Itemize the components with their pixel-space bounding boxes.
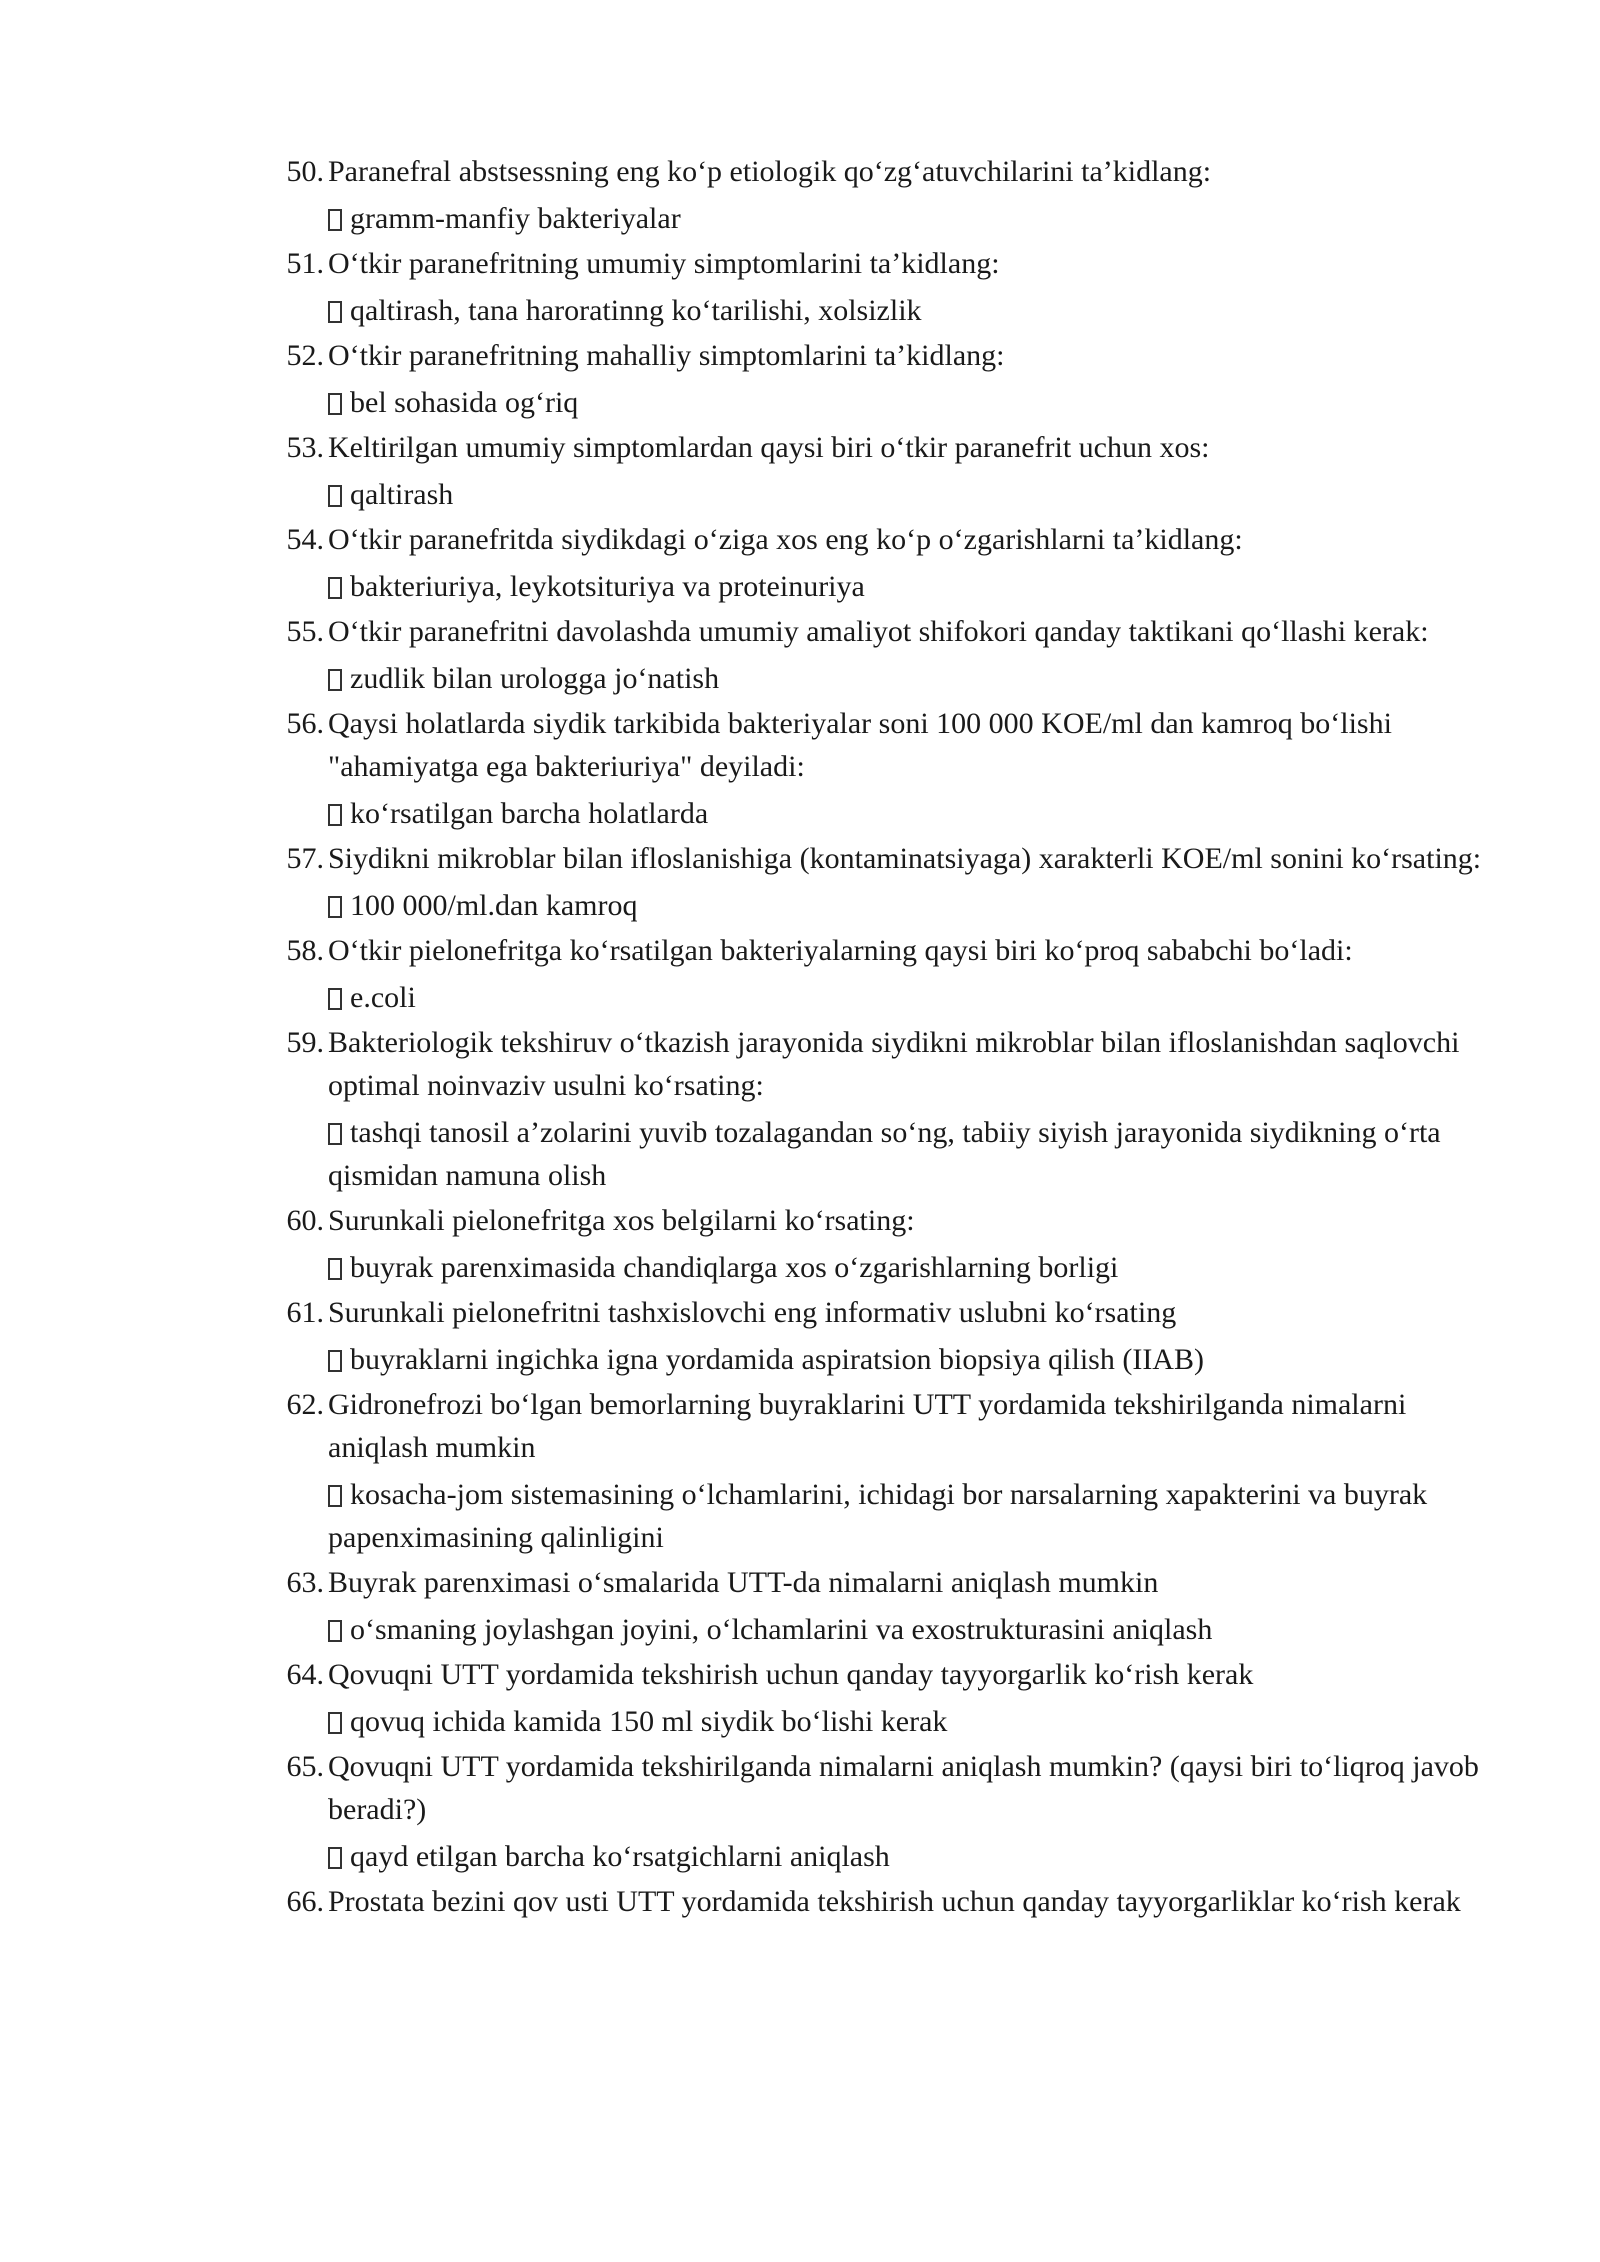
missing-glyph-box-icon (328, 209, 342, 231)
missing-glyph-box-icon (328, 669, 342, 691)
answer-line (328, 884, 1504, 927)
answer-line (328, 473, 1504, 516)
question-text: Keltirilgan umumiy simptomlardan qaysi biri o‘tkir paranefrit uchun xos: (328, 431, 1210, 464)
missing-glyph-box-icon (328, 896, 342, 918)
missing-glyph-box-icon (328, 393, 342, 415)
question-text: Surunkali pielonefritga xos belgilarni ko‘rsating: (328, 1204, 915, 1237)
answer-text: e.coli (350, 981, 416, 1014)
question-text: O‘tkir paranefritni davolashda umumiy amaliyot shifokori qanday taktikani qo‘llashi kerak: (328, 615, 1429, 648)
missing-glyph-box-icon (328, 301, 342, 323)
question-item (274, 1199, 1504, 1289)
question-text: O‘tkir paranefritning mahalliy simptomlarini ta’kidlang: (328, 339, 1005, 372)
missing-glyph-box-icon (328, 988, 342, 1010)
answer-line (328, 657, 1504, 700)
question-number: 66. (286, 1885, 324, 1918)
question-text: O‘tkir paranefritning umumiy simptomlarini ta’kidlang: (328, 247, 1000, 280)
question-text: Buyrak parenximasi o‘smalarida UTT-da nimalarni aniqlash mumkin (328, 1566, 1159, 1599)
answer-line (328, 197, 1504, 240)
answer-text: gramm-manfiy bakteriyalar (350, 202, 681, 235)
question-number: 57. (286, 842, 324, 875)
missing-glyph-box-icon (328, 804, 342, 826)
question-number: 60. (286, 1204, 324, 1237)
question-item (274, 1880, 1504, 1923)
answer-line (328, 565, 1504, 608)
answer-text: ko‘rsatilgan barcha holatlarda (350, 797, 709, 830)
question-text: Paranefral abstsessning eng ko‘p etiologik qo‘zg‘atuvchilarini ta’kidlang: (328, 155, 1212, 188)
question-item (274, 1021, 1504, 1197)
question-number: 63. (286, 1566, 324, 1599)
question-text: Qovuqni UTT yordamida tekshirish uchun qanday tayyorgarlik ko‘rish kerak (328, 1658, 1254, 1691)
question-item (274, 150, 1504, 240)
answer-line (328, 976, 1504, 1019)
question-list (274, 150, 1504, 1923)
answer-text: tashqi tanosil a’zolarini yuvib tozalagandan so‘ng, tabiiy siyish jarayonida siydikning o‘rta qismidan namuna olish (328, 1116, 1441, 1192)
question-item (274, 702, 1504, 835)
missing-glyph-box-icon (328, 577, 342, 599)
missing-glyph-box-icon (328, 485, 342, 507)
answer-text: qaltirash, tana haroratinng ko‘tarilishi, xolsizlik (350, 294, 922, 327)
question-number: 59. (286, 1026, 324, 1059)
missing-glyph-box-icon (328, 1350, 342, 1372)
question-item (274, 334, 1504, 424)
question-number: 55. (286, 615, 324, 648)
answer-text: buyrak parenximasida chandiqlarga xos o‘zgarishlarning borligi (350, 1251, 1119, 1284)
question-number: 51. (286, 247, 324, 280)
question-text: O‘tkir paranefritda siydikdagi o‘ziga xos eng ko‘p o‘zgarishlarni ta’kidlang: (328, 523, 1243, 556)
question-number: 61. (286, 1296, 324, 1329)
answer-text: 100 000/ml.dan kamroq (350, 889, 638, 922)
question-item (274, 1653, 1504, 1743)
question-text: Siydikni mikroblar bilan ifloslanishiga (kontaminatsiyaga) xarakterli KOE/ml sonini ko‘rsating: (328, 842, 1482, 875)
missing-glyph-box-icon (328, 1123, 342, 1145)
question-number: 64. (286, 1658, 324, 1691)
answer-line (328, 289, 1504, 332)
question-item (274, 518, 1504, 608)
answer-text: qovuq ichida kamida 150 ml siydik bo‘lishi kerak (350, 1705, 948, 1738)
question-item (274, 610, 1504, 700)
question-text: Gidronefrozi bo‘lgan bemorlarning buyraklarini UTT yordamida tekshirilganda nimalarni aniqlash mumkin (328, 1388, 1407, 1464)
missing-glyph-box-icon (328, 1258, 342, 1280)
question-text: Qaysi holatlarda siydik tarkibida bakteriyalar soni 100 000 KOE/ml dan kamroq bo‘lishi "ahamiyatga ega bakteriuriya" deyiladi: (328, 707, 1392, 783)
question-number: 62. (286, 1388, 324, 1421)
question-text: Surunkali pielonefritni tashxislovchi eng informativ uslubni ko‘rsating (328, 1296, 1177, 1329)
missing-glyph-box-icon (328, 1712, 342, 1734)
question-number: 52. (286, 339, 324, 372)
missing-glyph-box-icon (328, 1620, 342, 1642)
question-text: Qovuqni UTT yordamida tekshirilganda nimalarni aniqlash mumkin? (qaysi biri to‘liqroq javob beradi?) (328, 1750, 1479, 1826)
answer-line (328, 1338, 1504, 1381)
question-number: 58. (286, 934, 324, 967)
question-item (274, 837, 1504, 927)
answer-text: o‘smaning joylashgan joyini, o‘lchamlarini va exostrukturasini aniqlash (350, 1613, 1213, 1646)
answer-line (328, 1111, 1504, 1197)
question-text: O‘tkir pielonefritga ko‘rsatilgan bakteriyalarning qaysi biri ko‘proq sababchi bo‘ladi: (328, 934, 1353, 967)
question-item (274, 1291, 1504, 1381)
question-item (274, 242, 1504, 332)
question-item (274, 426, 1504, 516)
answer-text: bakteriuriya, leykotsituriya va proteinuriya (350, 570, 865, 603)
answer-line (328, 1473, 1504, 1559)
question-number: 65. (286, 1750, 324, 1783)
question-item (274, 929, 1504, 1019)
question-item (274, 1383, 1504, 1559)
question-item (274, 1561, 1504, 1651)
missing-glyph-box-icon (328, 1485, 342, 1507)
question-item (274, 1745, 1504, 1878)
answer-line (328, 1700, 1504, 1743)
question-number: 54. (286, 523, 324, 556)
question-text: Prostata bezini qov usti UTT yordamida tekshirish uchun qanday tayyorgarliklar ko‘rish kerak (328, 1885, 1461, 1918)
question-number: 50. (286, 155, 324, 188)
answer-text: bel sohasida og‘riq (350, 386, 579, 419)
question-number: 56. (286, 707, 324, 740)
question-number: 53. (286, 431, 324, 464)
answer-line (328, 1246, 1504, 1289)
answer-line (328, 1835, 1504, 1878)
question-text: Bakteriologik tekshiruv o‘tkazish jarayonida siydikni mikroblar bilan ifloslanishdan saqlovchi optimal noinvaziv usulni ko‘rsating: (328, 1026, 1460, 1102)
answer-line (328, 1608, 1504, 1651)
answer-text: qayd etilgan barcha ko‘rsatgichlarni aniqlash (350, 1840, 890, 1873)
answer-text: buyraklarni ingichka igna yordamida aspiratsion biopsiya qilish (IIAB) (350, 1343, 1204, 1376)
answer-text: zudlik bilan urologga jo‘natish (350, 662, 720, 695)
answer-line (328, 381, 1504, 424)
answer-text: kosacha-jom sistemasining o‘lchamlarini, ichidagi bor narsalarning xapakterini va buyrak papenximasining qalinligini (328, 1478, 1428, 1554)
answer-line (328, 792, 1504, 835)
missing-glyph-box-icon (328, 1847, 342, 1869)
answer-text: qaltirash (350, 478, 454, 511)
